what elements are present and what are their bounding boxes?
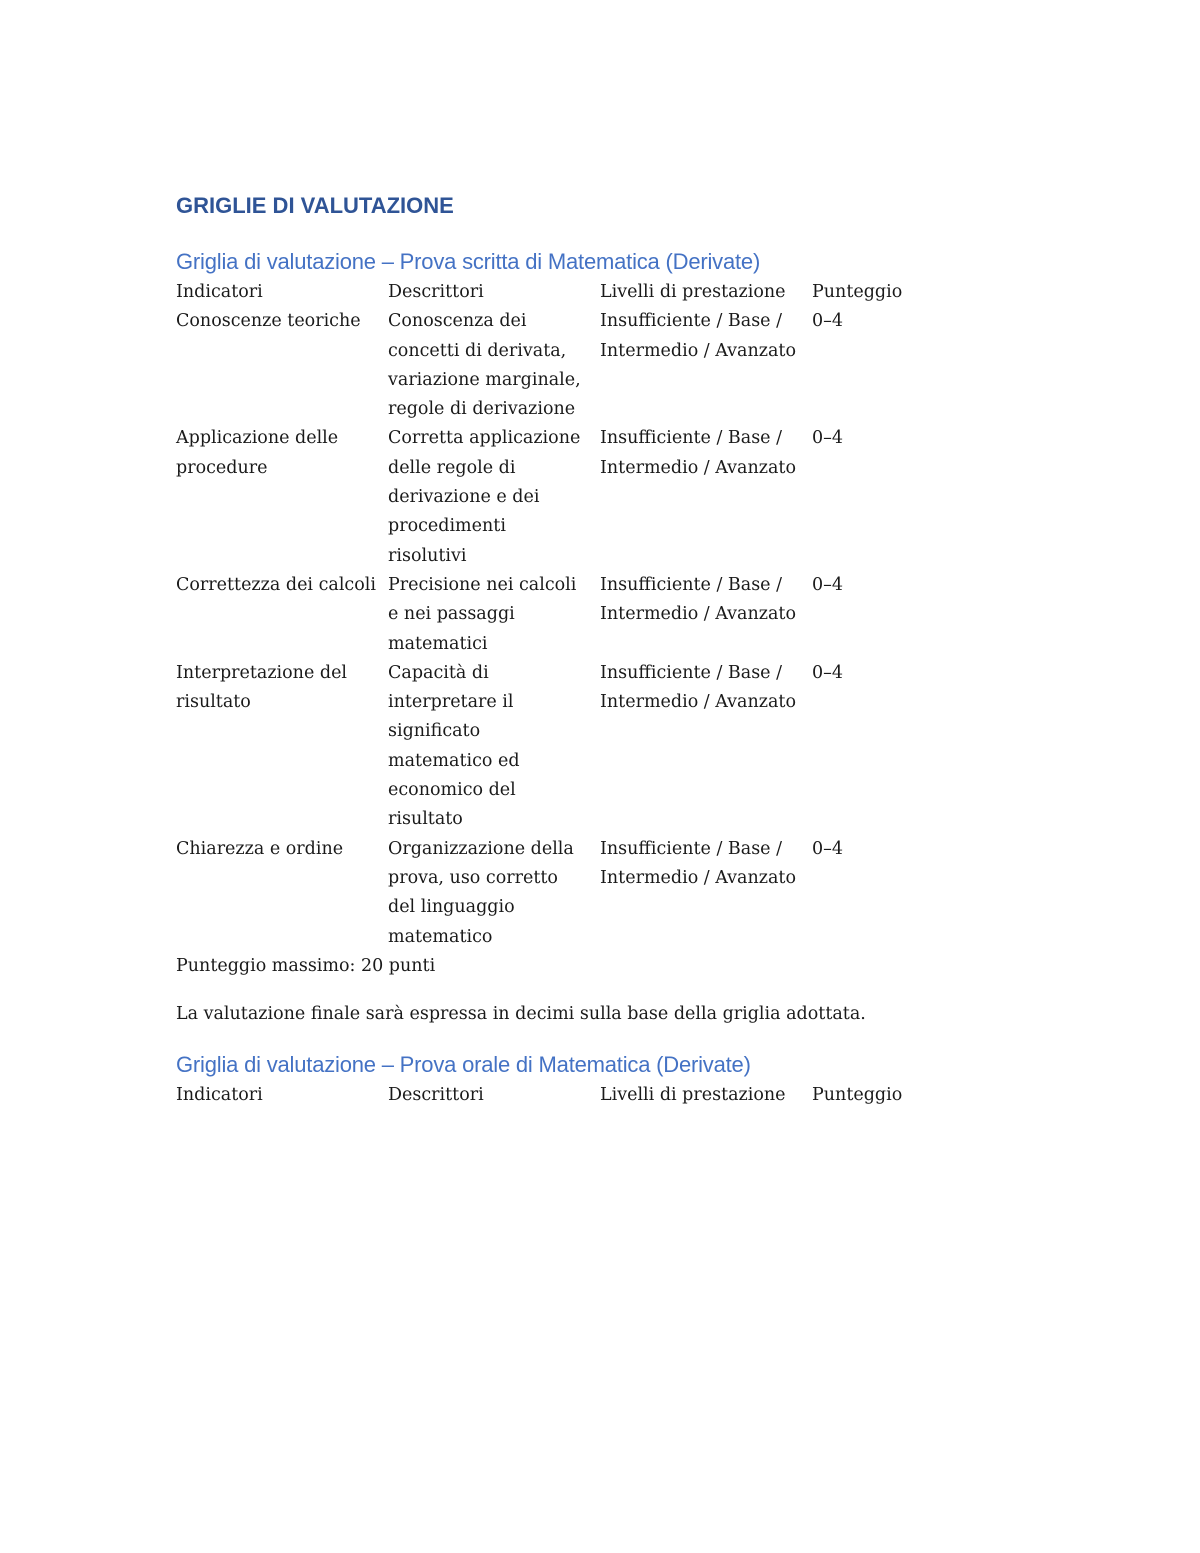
final-evaluation-note: La valutazione finale sarà espressa in decimi sulla base della griglia adottata. bbox=[176, 1003, 866, 1024]
oral-column-header-descrittori: Descrittori bbox=[388, 1084, 484, 1105]
written-test-heading: Griglia di valutazione – Prova scritta di Matematica (Derivate) bbox=[176, 249, 761, 274]
column-header-livelli: Livelli di prestazione bbox=[600, 282, 786, 302]
row-1-descrittore: Conoscenza dei concetti di derivata, variazione marginale, regole di derivazione bbox=[388, 311, 581, 420]
row-1-punteggio: 0–4 bbox=[812, 311, 844, 332]
written-test-grid bbox=[176, 278, 1026, 952]
document-title: GRIGLIE DI VALUTAZIONE bbox=[176, 193, 454, 218]
document-page bbox=[176, 190, 1026, 1110]
row-3-descrittore: Precisione nei calcoli e nei passaggi matematici bbox=[388, 574, 577, 654]
column-header-indicatori: Indicatori bbox=[176, 282, 263, 302]
column-header-descrittori: Descrittori bbox=[388, 282, 484, 302]
oral-column-header-punteggio: Punteggio bbox=[812, 1084, 903, 1105]
row-3-livelli: Insufficiente / Base / Intermedio / Avanzato bbox=[600, 574, 796, 625]
row-3-indicatore: Correttezza dei calcoli bbox=[176, 574, 376, 595]
column-header-punteggio: Punteggio bbox=[812, 282, 903, 302]
oral-test-heading: Griglia di valutazione – Prova orale di Matematica (Derivate) bbox=[176, 1051, 751, 1077]
row-2-descrittore: Corretta applicazione delle regole di derivazione e dei procedimenti risolutivi bbox=[388, 428, 581, 566]
row-5-indicatore: Chiarezza e ordine bbox=[176, 838, 344, 859]
row-2-livelli: Insufficiente / Base / Intermedio / Avanzato bbox=[600, 428, 796, 478]
oral-test-grid bbox=[176, 1081, 1026, 1110]
row-4-indicatore: Interpretazione del risultato bbox=[176, 662, 348, 713]
row-5-descrittore: Organizzazione della prova, uso corretto del linguaggio matematico bbox=[388, 838, 574, 947]
row-4-descrittore: Capacità di interpretare il significato matematico ed economico del risultato bbox=[388, 662, 520, 830]
row-2-indicatore: Applicazione delle procedure bbox=[176, 428, 339, 478]
oral-column-header-livelli: Livelli di prestazione bbox=[600, 1084, 786, 1105]
oral-column-header-indicatori: Indicatori bbox=[176, 1084, 263, 1105]
row-1-indicatore: Conoscenze teoriche bbox=[176, 311, 361, 332]
row-2-punteggio: 0–4 bbox=[812, 428, 844, 449]
max-score-text: Punteggio massimo: 20 punti bbox=[176, 955, 436, 976]
row-4-punteggio: 0–4 bbox=[812, 662, 844, 683]
row-4-livelli: Insufficiente / Base / Intermedio / Avanzato bbox=[600, 662, 796, 713]
row-5-livelli: Insufficiente / Base / Intermedio / Avanzato bbox=[600, 838, 796, 888]
row-1-livelli: Insufficiente / Base / Intermedio / Avanzato bbox=[600, 311, 796, 361]
row-3-punteggio: 0–4 bbox=[812, 574, 844, 595]
row-5-punteggio: 0–4 bbox=[812, 838, 844, 859]
